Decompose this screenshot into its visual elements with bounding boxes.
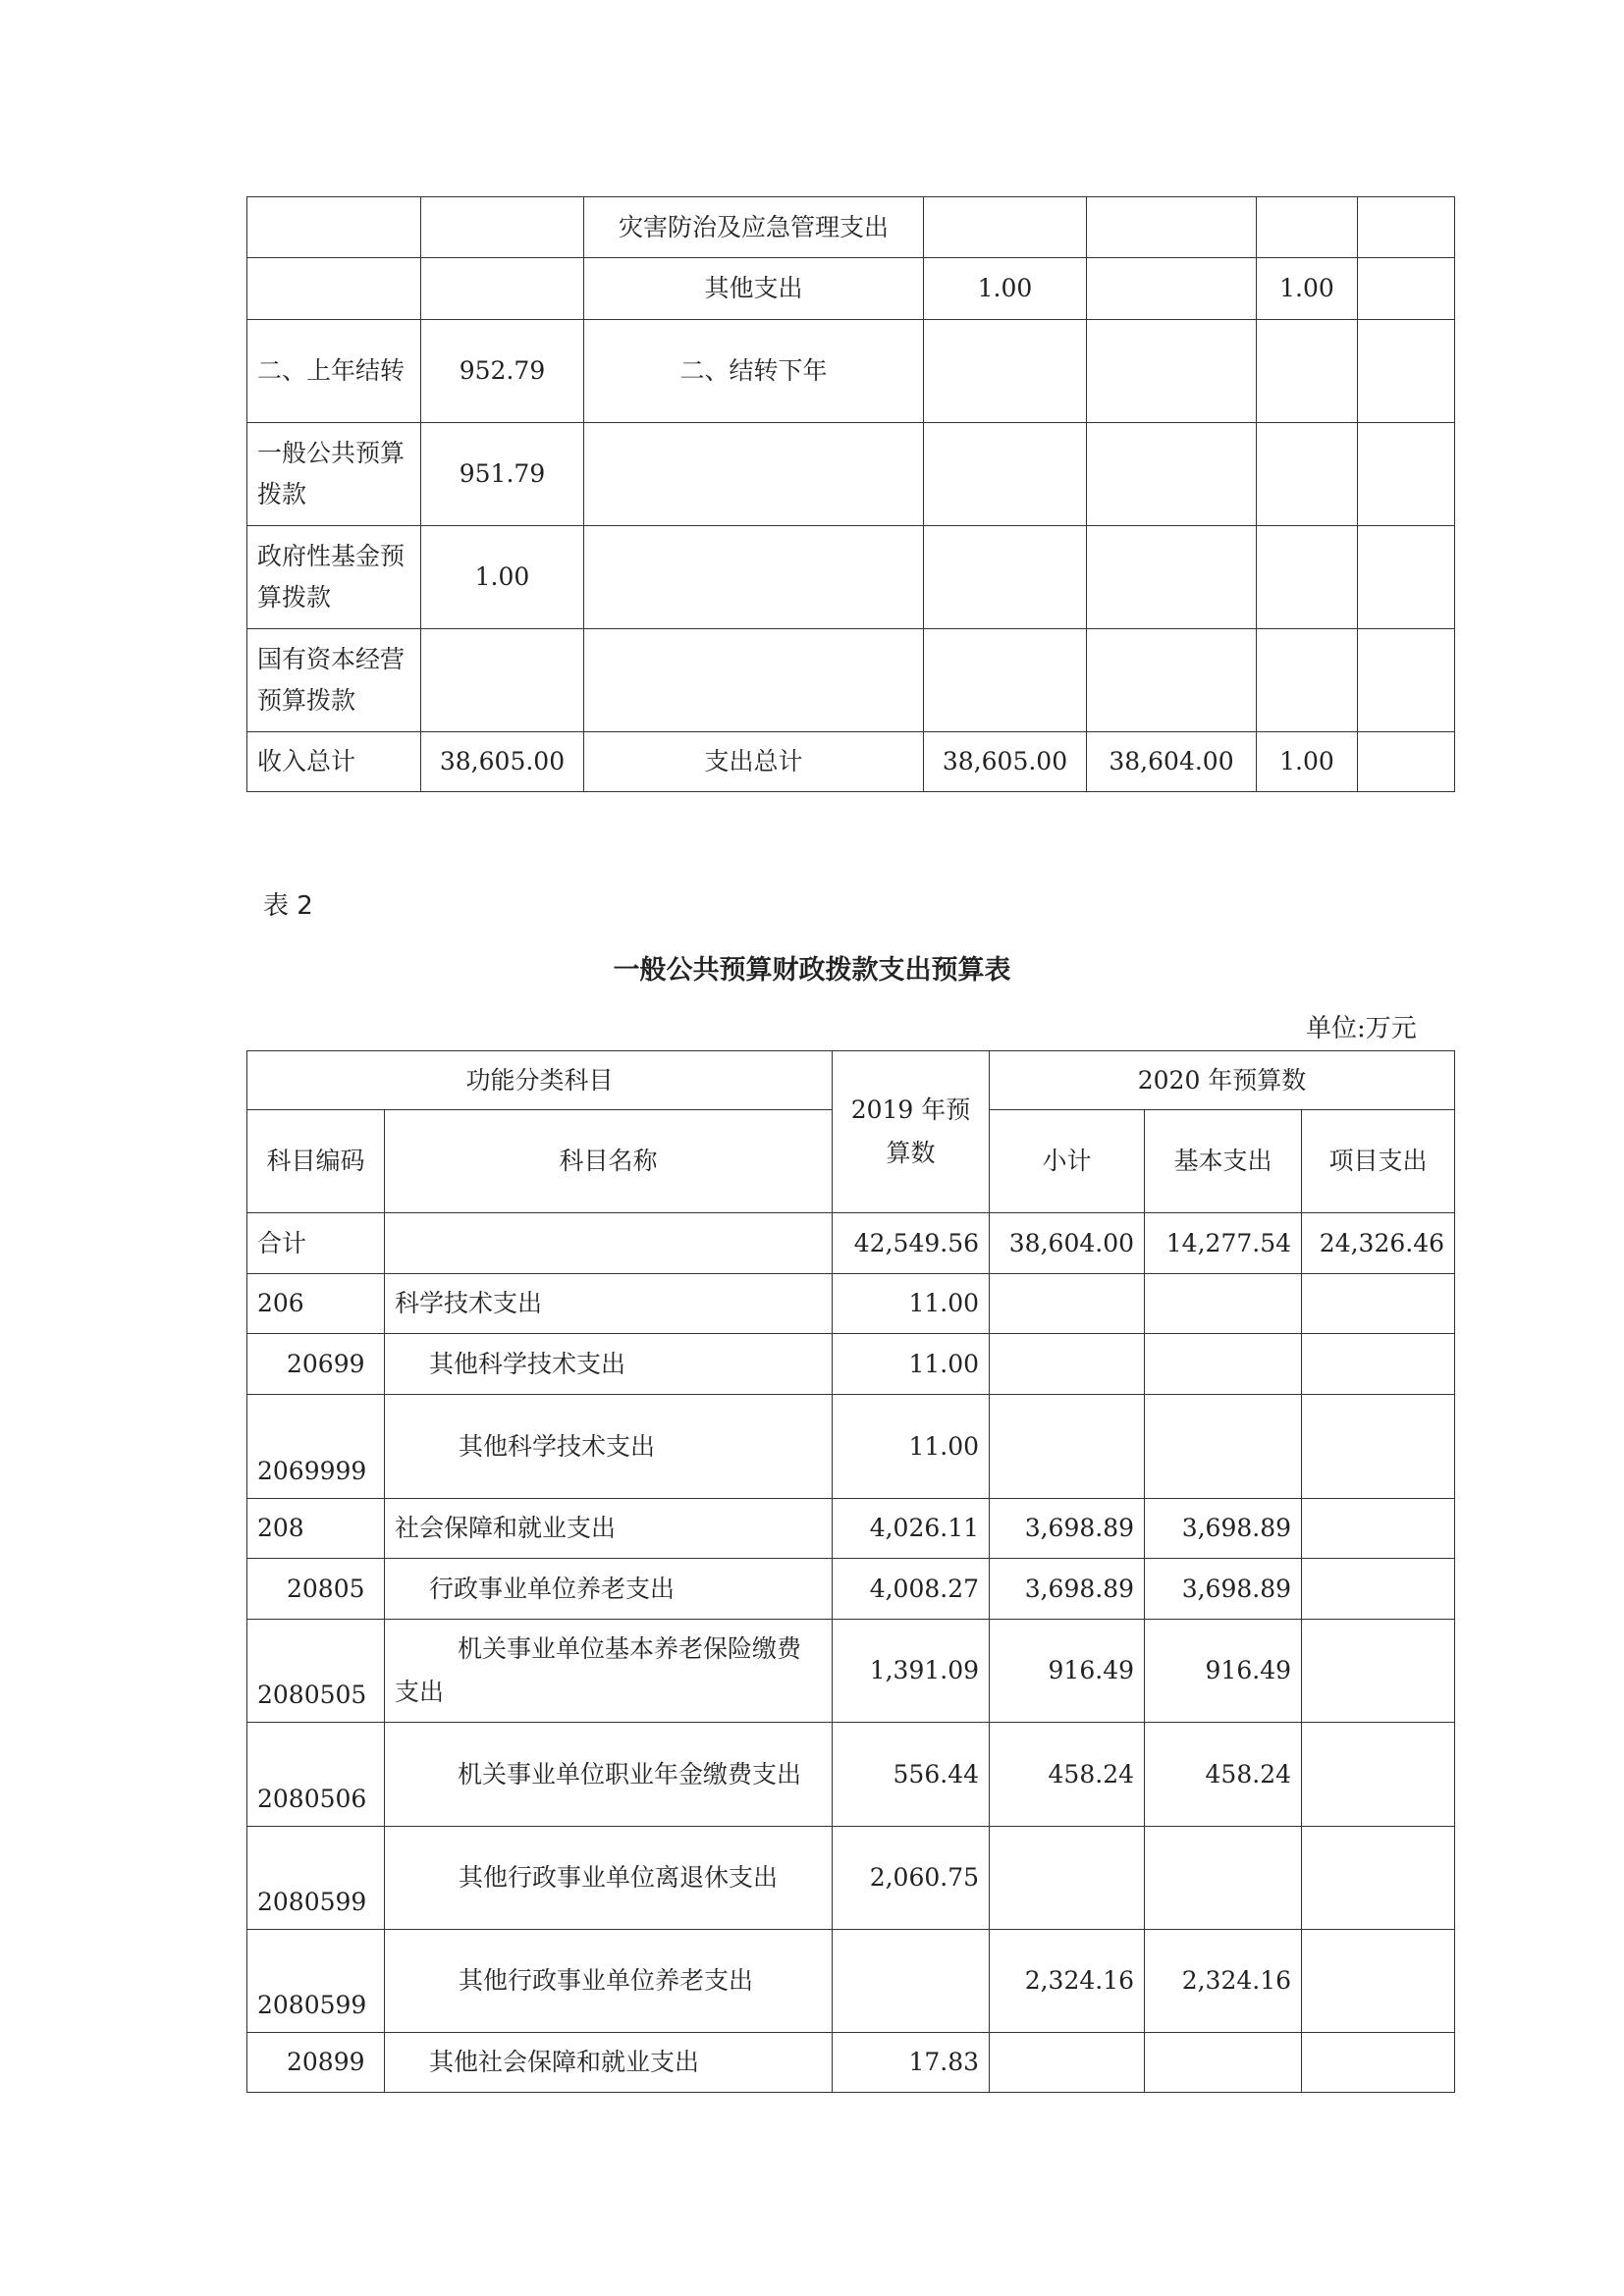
table-row	[247, 1930, 1455, 2033]
capital-budget	[1358, 258, 1455, 320]
basic-expense: 916.49	[1145, 1620, 1302, 1723]
table-row	[247, 526, 1455, 629]
budget-2019-header: 2019 年预算数	[833, 1051, 990, 1213]
basic-expense	[1145, 2033, 1302, 2093]
income-item: 收入总计	[247, 732, 421, 792]
subject-name: 机关事业单位基本养老保险缴费支出	[385, 1620, 833, 1723]
expense-total	[924, 629, 1087, 732]
subtotal: 2,324.16	[990, 1930, 1145, 2033]
subject-name: 其他科学技术支出	[385, 1395, 833, 1499]
fund-budget	[1257, 423, 1358, 526]
capital-budget	[1358, 629, 1455, 732]
subtotal	[990, 1334, 1145, 1395]
fund-budget	[1257, 629, 1358, 732]
expense-item: 灾害防治及应急管理支出	[584, 197, 924, 258]
subject-code: 2080505	[247, 1620, 385, 1723]
expense-total: 38,605.00	[924, 732, 1087, 792]
fund-budget	[1257, 320, 1358, 423]
subject-name	[385, 1213, 833, 1274]
income-expense-table	[246, 196, 1455, 792]
table-row	[247, 1723, 1455, 1827]
project-expense	[1302, 1499, 1455, 1559]
capital-budget	[1358, 423, 1455, 526]
table-row	[247, 423, 1455, 526]
table-row	[247, 197, 1455, 258]
subject-code: 20805	[247, 1559, 385, 1620]
income-item	[247, 258, 421, 320]
project-expense	[1302, 1559, 1455, 1620]
subtotal	[990, 1395, 1145, 1499]
subject-code: 20899	[247, 2033, 385, 2093]
subject-name: 其他行政事业单位养老支出	[385, 1930, 833, 2033]
income-amount: 952.79	[421, 320, 584, 423]
budget-2019: 556.44	[833, 1723, 990, 1827]
basic-header: 基本支出	[1145, 1110, 1302, 1213]
budget-2019	[833, 1930, 990, 2033]
public-budget	[1087, 629, 1257, 732]
subject-name: 科学技术支出	[385, 1274, 833, 1334]
subject-name: 其他行政事业单位离退休支出	[385, 1827, 833, 1930]
expense-item: 二、结转下年	[584, 320, 924, 423]
income-amount: 38,605.00	[421, 732, 584, 792]
project-expense	[1302, 1827, 1455, 1930]
fund-budget: 1.00	[1257, 258, 1358, 320]
expense-total	[924, 197, 1087, 258]
subtotal	[990, 2033, 1145, 2093]
budget-2019: 2,060.75	[833, 1827, 990, 1930]
table-row	[247, 320, 1455, 423]
name-header: 科目名称	[385, 1110, 833, 1213]
table-row	[247, 629, 1455, 732]
basic-expense	[1145, 1274, 1302, 1334]
public-budget: 38,604.00	[1087, 732, 1257, 792]
subject-code: 20699	[247, 1334, 385, 1395]
budget-2019: 11.00	[833, 1395, 990, 1499]
project-expense	[1302, 1930, 1455, 2033]
subject-name: 其他科学技术支出	[385, 1334, 833, 1395]
expense-item	[584, 629, 924, 732]
expense-total: 1.00	[924, 258, 1087, 320]
fund-budget	[1257, 197, 1358, 258]
project-header: 项目支出	[1302, 1110, 1455, 1213]
project-expense	[1302, 1395, 1455, 1499]
basic-expense	[1145, 1827, 1302, 1930]
table-row	[247, 1395, 1455, 1499]
basic-expense	[1145, 1334, 1302, 1395]
expense-item: 支出总计	[584, 732, 924, 792]
public-budget	[1087, 320, 1257, 423]
expense-item	[584, 423, 924, 526]
expense-item	[584, 526, 924, 629]
capital-budget	[1358, 732, 1455, 792]
budget-2019: 11.00	[833, 1274, 990, 1334]
budget-2019: 1,391.09	[833, 1620, 990, 1723]
basic-expense: 458.24	[1145, 1723, 1302, 1827]
table-row	[247, 732, 1455, 792]
subtotal: 916.49	[990, 1620, 1145, 1723]
fund-budget: 1.00	[1257, 732, 1358, 792]
subtotal: 458.24	[990, 1723, 1145, 1827]
budget-2020-header: 2020 年预算数	[990, 1051, 1455, 1110]
expense-item: 其他支出	[584, 258, 924, 320]
capital-budget	[1358, 320, 1455, 423]
table-title: 一般公共预算财政拨款支出预算表	[613, 955, 1011, 986]
public-budget	[1087, 423, 1257, 526]
income-item: 二、上年结转	[247, 320, 421, 423]
project-expense: 24,326.46	[1302, 1213, 1455, 1274]
table-row	[247, 1213, 1455, 1274]
subject-code: 2080599	[247, 1827, 385, 1930]
basic-expense	[1145, 1395, 1302, 1499]
income-item: 一般公共预算拨款	[247, 423, 421, 526]
function-category-header: 功能分类科目	[247, 1051, 833, 1110]
basic-expense: 14,277.54	[1145, 1213, 1302, 1274]
project-expense	[1302, 1723, 1455, 1827]
subject-code: 2080599	[247, 1930, 385, 2033]
subtotal: 3,698.89	[990, 1559, 1145, 1620]
expense-total	[924, 320, 1087, 423]
project-expense	[1302, 1274, 1455, 1334]
income-item	[247, 197, 421, 258]
budget-2019: 17.83	[833, 2033, 990, 2093]
table-row	[247, 1827, 1455, 1930]
subtotal: 3,698.89	[990, 1499, 1145, 1559]
table-row	[247, 1620, 1455, 1723]
budget-2019: 11.00	[833, 1334, 990, 1395]
project-expense	[1302, 1334, 1455, 1395]
unit-label: 单位:万元	[1306, 1014, 1417, 1043]
public-budget	[1087, 526, 1257, 629]
subtotal	[990, 1827, 1145, 1930]
project-expense	[1302, 2033, 1455, 2093]
subtotal	[990, 1274, 1145, 1334]
capital-budget	[1358, 197, 1455, 258]
subject-name: 其他社会保障和就业支出	[385, 2033, 833, 2093]
subject-code: 2069999	[247, 1395, 385, 1499]
income-amount: 951.79	[421, 423, 584, 526]
table-label: 表 2	[263, 891, 313, 921]
capital-budget	[1358, 526, 1455, 629]
code-header: 科目编码	[247, 1110, 385, 1213]
budget-expense-table	[246, 1050, 1455, 2093]
subtotal-header: 小计	[990, 1110, 1145, 1213]
budget-2019: 4,026.11	[833, 1499, 990, 1559]
table-row	[247, 258, 1455, 320]
subtotal: 38,604.00	[990, 1213, 1145, 1274]
budget-2019: 4,008.27	[833, 1559, 990, 1620]
table-row	[247, 1274, 1455, 1334]
fund-budget	[1257, 526, 1358, 629]
subject-name: 行政事业单位养老支出	[385, 1559, 833, 1620]
project-expense	[1302, 1620, 1455, 1723]
subject-name: 机关事业单位职业年金缴费支出	[385, 1723, 833, 1827]
header-row	[247, 1051, 1455, 1110]
income-amount	[421, 629, 584, 732]
income-amount: 1.00	[421, 526, 584, 629]
table-row	[247, 2033, 1455, 2093]
public-budget	[1087, 258, 1257, 320]
income-item: 政府性基金预算拨款	[247, 526, 421, 629]
income-amount	[421, 258, 584, 320]
expense-total	[924, 526, 1087, 629]
basic-expense: 3,698.89	[1145, 1499, 1302, 1559]
subject-code: 206	[247, 1274, 385, 1334]
income-item: 国有资本经营预算拨款	[247, 629, 421, 732]
table-row	[247, 1559, 1455, 1620]
public-budget	[1087, 197, 1257, 258]
basic-expense: 2,324.16	[1145, 1930, 1302, 2033]
income-amount	[421, 197, 584, 258]
subject-code: 2080506	[247, 1723, 385, 1827]
table-row	[247, 1499, 1455, 1559]
subject-code: 合计	[247, 1213, 385, 1274]
budget-2019: 42,549.56	[833, 1213, 990, 1274]
subject-name: 社会保障和就业支出	[385, 1499, 833, 1559]
basic-expense: 3,698.89	[1145, 1559, 1302, 1620]
subject-code: 208	[247, 1499, 385, 1559]
expense-total	[924, 423, 1087, 526]
table-row	[247, 1334, 1455, 1395]
